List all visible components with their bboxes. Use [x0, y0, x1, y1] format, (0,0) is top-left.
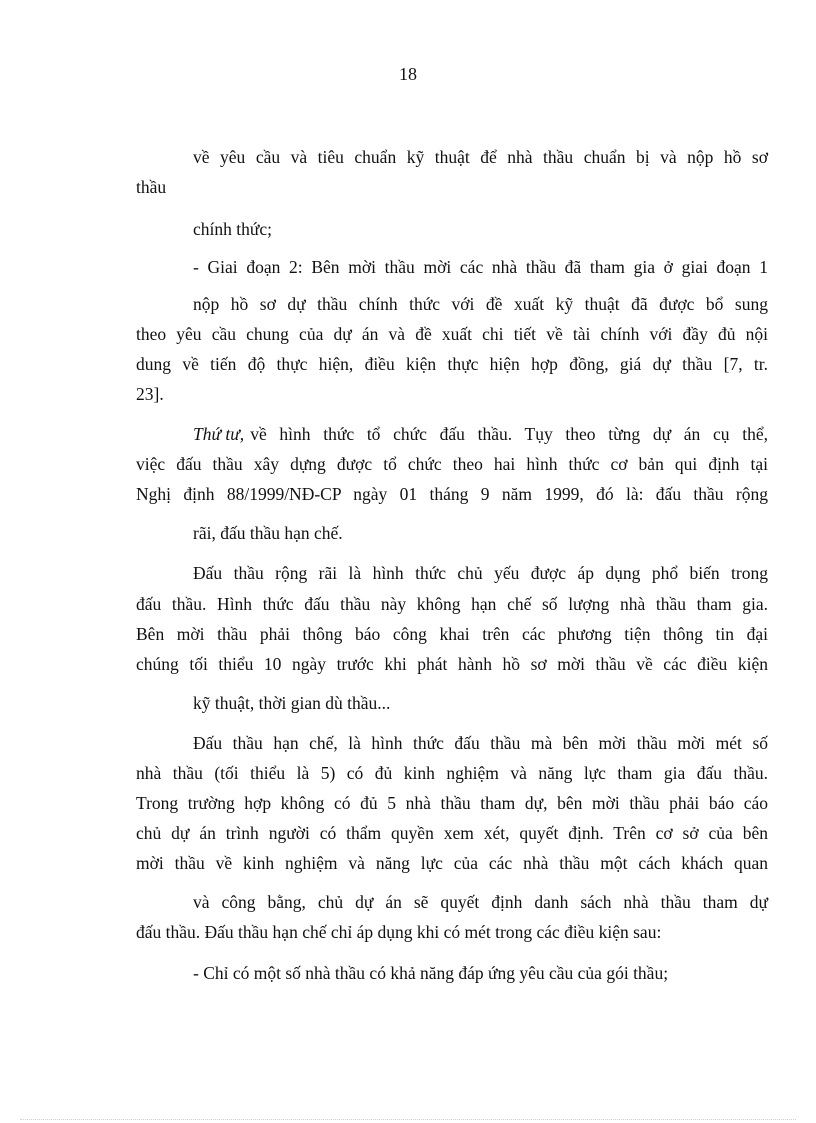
- text-line: mời thầu về kinh nghiệm và năng lực của các nhà thầu một cách khách quan: [136, 853, 768, 873]
- italic-lead: Thứ tư,: [193, 424, 245, 444]
- text-line: đấu thầu. Hình thức đấu thầu này không hạn chế số lượng nhà thầu tham gia.: [136, 594, 768, 614]
- text-line-rest: về hình thức tổ chức đấu thầu. Tụy theo từng dự án cụ thể,: [250, 424, 768, 444]
- text-line: thầu: [136, 177, 167, 197]
- text-line: kỹ thuật, thời gian dù thầu...: [193, 693, 391, 713]
- page-bottom-rule: [20, 1119, 796, 1120]
- text-line: rãi, đấu thầu hạn chế.: [193, 523, 343, 543]
- text-line: - Chỉ có một số nhà thầu có khả năng đáp ứng yêu cầu của gói thầu;: [193, 963, 669, 983]
- text-line: Đấu thầu hạn chế, là hình thức đấu thầu mà bên mời thầu mời mét số: [193, 733, 768, 753]
- text-line: Trong trường hợp không có đủ 5 nhà thầu tham dự, bên mời thầu phải báo cáo: [136, 793, 768, 813]
- text-line: và công bằng, chủ dự án sẽ quyết định danh sách nhà thầu tham dự: [193, 892, 768, 912]
- text-line: dung về tiến độ thực hiện, điều kiện thực hiện hợp đồng, giá dự thầu [7, tr.: [136, 354, 768, 374]
- text-line: việc đấu thầu xây dựng được tổ chức theo hai hình thức cơ bản qui định tại: [136, 454, 768, 474]
- page-number: 18: [399, 64, 417, 84]
- text-line: đấu thầu. Đấu thầu hạn chế chỉ áp dụng khi có mét trong các điều kiện sau:: [136, 922, 662, 942]
- text-line: chúng tối thiểu 10 ngày trước khi phát hành hồ sơ mời thầu về các điều kiện: [136, 654, 768, 674]
- text-line: nhà thầu (tối thiểu là 5) có đủ kinh nghiệm và năng lực tham gia đấu thầu.: [136, 763, 768, 783]
- text-line: nộp hồ sơ dự thầu chính thức với đề xuất kỹ thuật đã được bổ sung: [193, 294, 768, 314]
- text-line: Nghị định 88/1999/NĐ-CP ngày 01 tháng 9 năm 1999, đó là: đấu thầu rộng: [136, 484, 768, 504]
- text-line: [193, 423, 768, 445]
- text-line: theo yêu cầu chung của dự án và đề xuất chi tiết về tài chính với đầy đủ nội: [136, 324, 768, 344]
- text-line: chính thức;: [193, 219, 272, 239]
- text-line: Bên mời thầu phải thông báo công khai trên các phương tiện thông tin đại: [136, 624, 768, 644]
- text-line: - Giai đoạn 2: Bên mời thầu mời các nhà thầu đã tham gia ở giai đoạn 1: [193, 257, 768, 277]
- text-line: chủ dự án trình người có thẩm quyền xem xét, quyết định. Trên cơ sở của bên: [136, 823, 768, 843]
- text-line: về yêu cầu và tiêu chuẩn kỹ thuật để nhà thầu chuẩn bị và nộp hồ sơ: [193, 147, 768, 167]
- text-line: Đấu thầu rộng rãi là hình thức chủ yếu được áp dụng phổ biến trong: [193, 563, 768, 583]
- text-line: 23].: [136, 384, 164, 404]
